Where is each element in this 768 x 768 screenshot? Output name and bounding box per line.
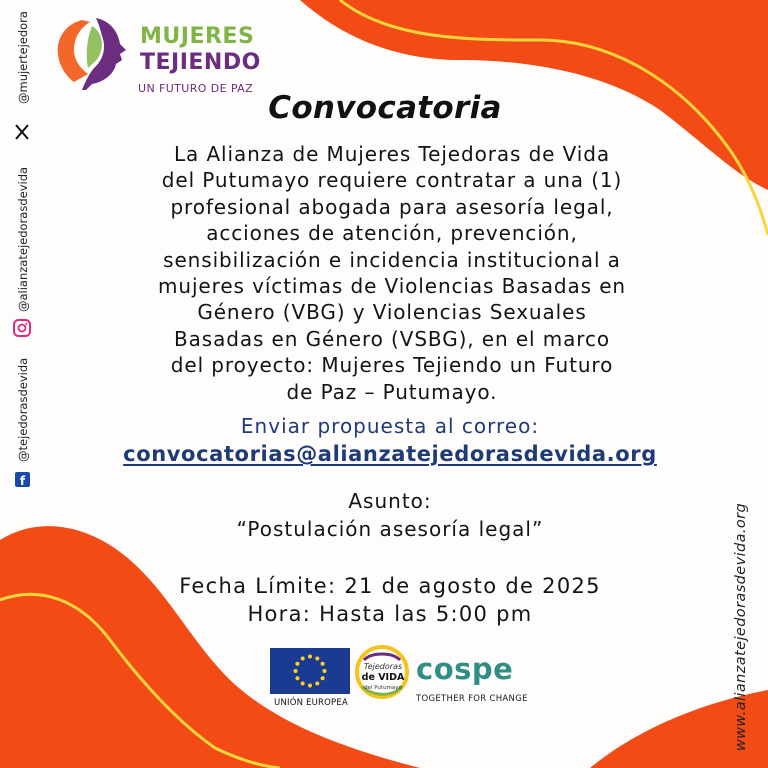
subject-label: Asunto: xyxy=(348,489,432,513)
contact-label: Enviar propuesta al correo: xyxy=(240,414,540,438)
instagram-handle: @alianzatejedorasdevida xyxy=(16,166,30,312)
body-line: acciones de atención, prevención, xyxy=(206,221,578,246)
body-line: mujeres víctimas de Violencias Basadas en xyxy=(158,274,626,299)
deadline-block xyxy=(110,572,670,628)
partner-logos xyxy=(266,642,546,714)
brand-logo xyxy=(52,16,282,96)
contact-block xyxy=(60,413,720,469)
x-handle: @mujertejedora xyxy=(16,11,30,104)
body-line: sensibilización e incidencia institucional a xyxy=(163,247,621,272)
website-url: www.alianzatejedorasdevida.org xyxy=(733,502,749,752)
cospe-tagline: TOGETHER FOR CHANGE xyxy=(416,694,528,704)
brand-tagline: UN FUTURO DE PAZ xyxy=(138,82,254,95)
svg-text:f: f xyxy=(19,474,26,488)
instagram-icon xyxy=(14,320,30,336)
facebook-handle: @tejedorasdevida xyxy=(16,357,30,462)
contact-email-link[interactable]: convocatorias@alianzatejedorasdevida.org xyxy=(123,442,657,466)
side-social-bar xyxy=(5,6,39,492)
page-title: Convocatoria xyxy=(268,90,502,126)
tejedoras-mark-line1: Tejedoras xyxy=(363,662,403,671)
brand-name-line2: TEJIENDO xyxy=(140,50,261,75)
body-line: de Paz – Putumayo. xyxy=(286,379,498,404)
body-line: del Putumayo requiere contratar a una (1) xyxy=(161,168,623,193)
cospe-name: cospe xyxy=(416,652,514,686)
facebook-icon xyxy=(15,472,30,488)
body-line: profesional abogada para asesoría legal, xyxy=(170,194,614,219)
eu-label: UNIÓN EUROPEA xyxy=(274,698,348,708)
tejedoras-de-vida-logo xyxy=(352,642,412,712)
body-line: Basadas en Género (VSBG), en el marco xyxy=(173,326,611,351)
tejedoras-mark-line3: del Putumayo xyxy=(364,685,402,691)
subject-block xyxy=(110,487,670,543)
subject-value: “Postulación asesoría legal” xyxy=(236,517,544,541)
body-line: La Alianza de Mujeres Tejedoras de Vida xyxy=(174,142,610,166)
side-website xyxy=(726,504,756,750)
body-line: del proyecto: Mujeres Tejiendo un Futuro xyxy=(170,353,614,378)
tejedoras-mark-line2: de VIDA xyxy=(361,672,405,683)
woman-profile-logo-icon xyxy=(52,16,136,90)
deadline-date: Fecha Límite: 21 de agosto de 2025 xyxy=(179,574,601,598)
body-line: Género (VBG) y Violencias Sexuales xyxy=(197,300,587,325)
brand-name-line1: MUJERES xyxy=(140,24,255,49)
x-icon xyxy=(16,125,28,139)
eu-flag-icon xyxy=(270,648,350,694)
deadline-time: Hora: Hasta las 5:00 pm xyxy=(247,602,533,626)
announcement-body xyxy=(84,141,700,405)
